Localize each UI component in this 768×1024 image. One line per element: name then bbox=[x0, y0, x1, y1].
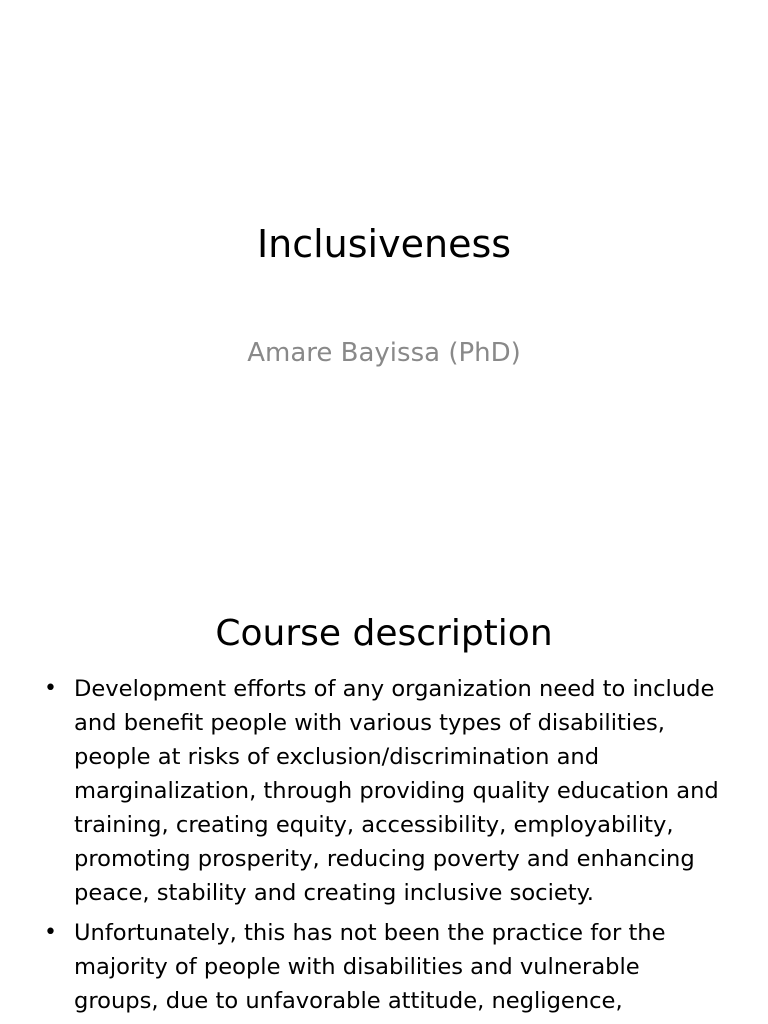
course-description-slide bbox=[0, 576, 768, 1024]
bullet-item bbox=[0, 672, 768, 910]
bullet-icon: • bbox=[44, 676, 57, 701]
bullet-list bbox=[0, 672, 768, 1024]
bullet-item bbox=[0, 916, 768, 1018]
slide-heading: Course description bbox=[215, 613, 553, 654]
slide-title: Inclusiveness bbox=[256, 222, 512, 266]
slide-subtitle-author: Amare Bayissa (PhD) bbox=[247, 338, 521, 368]
bullet-text: Development efforts of any organization need to include and benefit people with various types of disabilities, people at risks of exclusion/discrimination and marginalization, through providing quality education and training, creating equity, accessibility, employability, promoting prosperity, reducing poverty and enhancing peace, stability and creating inclusive society. bbox=[74, 676, 719, 906]
bullet-text: Unfortunately, this has not been the practice for the majority of people with disabilities and vulnerable groups, due to unfavorable attitude, negligence, bbox=[74, 920, 666, 1014]
bullet-icon: • bbox=[44, 920, 57, 945]
